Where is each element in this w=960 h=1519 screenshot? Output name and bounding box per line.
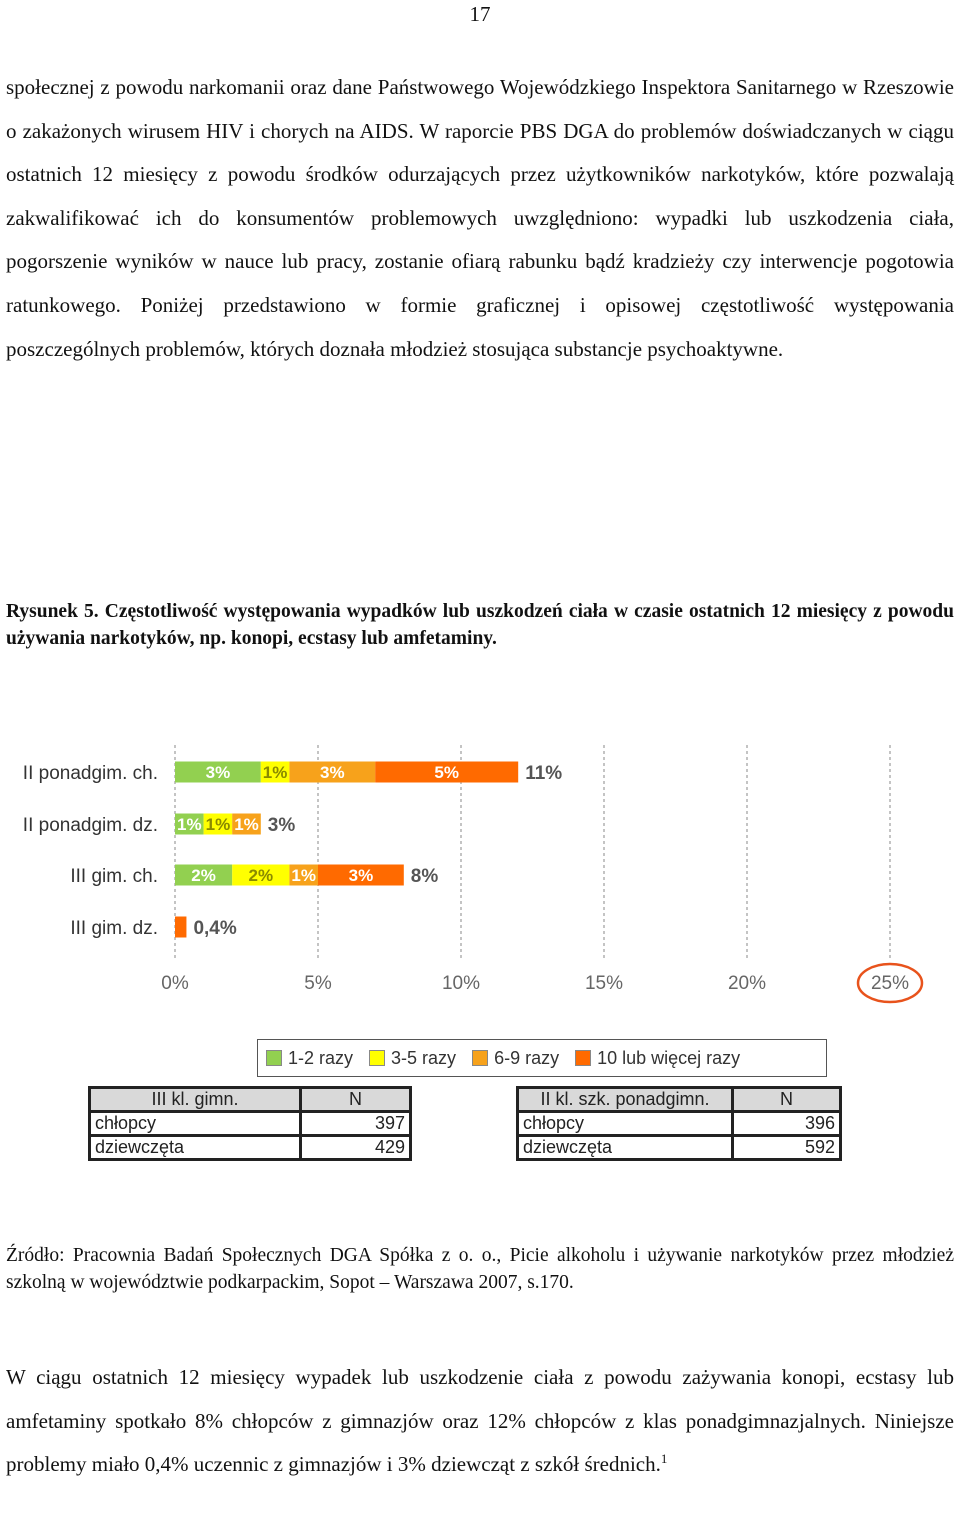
legend-item	[575, 1048, 740, 1069]
table-header-row	[519, 1089, 839, 1110]
segment-label: 5%	[434, 763, 459, 782]
x-tick-label: 20%	[727, 973, 767, 994]
x-tick-label: 5%	[304, 973, 332, 994]
segment-label: 3%	[205, 763, 231, 782]
table-row	[91, 1113, 409, 1134]
legend-label: 1-2 razy	[288, 1047, 354, 1068]
body-paragraph-2	[6, 1356, 954, 1487]
legend-item	[266, 1048, 353, 1069]
footnote-reference: 1	[660, 1451, 668, 1467]
category-label: II ponadgim. dz.	[22, 815, 158, 836]
segment-label: 1%	[262, 763, 288, 782]
segment-label: 1%	[205, 815, 231, 834]
legend-label: 10 lub więcej razy	[597, 1047, 741, 1068]
table-header-cell: N	[302, 1089, 409, 1110]
table-cell: 396	[734, 1113, 839, 1134]
table-cell: chłopcy	[91, 1113, 299, 1134]
legend-label: 6-9 razy	[494, 1047, 560, 1068]
figure-caption: Rysunek 5. Częstotliwość występowania wypadków lub uszkodzeń ciała w czasie ostatnich 12 miesięcy z powodu używania narkotyków, np. konopi, ecstasy lub amfetaminy.	[6, 601, 954, 649]
x-tick-label: 0%	[161, 973, 189, 994]
table-row	[519, 1137, 839, 1158]
category-label: III gim. ch.	[70, 866, 158, 887]
legend-label: 3-5 razy	[391, 1047, 457, 1068]
legend-item	[369, 1048, 456, 1069]
table-header-cell: III kl. gimn.	[91, 1089, 299, 1110]
stacked-bar-chart	[0, 735, 960, 1015]
bar-segment	[175, 917, 186, 938]
total-label: 8%	[410, 866, 439, 887]
table-header-row	[91, 1089, 409, 1110]
chart-legend	[257, 1039, 827, 1077]
sample-size-table-gimnazjum	[88, 1086, 412, 1161]
x-tick-label: 25%	[870, 973, 910, 994]
legend-swatch	[472, 1050, 488, 1066]
table-cell: 429	[302, 1137, 409, 1158]
legend-swatch	[369, 1050, 385, 1066]
table-cell: 397	[302, 1113, 409, 1134]
legend-item	[472, 1048, 559, 1069]
table-row	[91, 1137, 409, 1158]
category-label: II ponadgim. ch.	[22, 763, 158, 784]
x-tick-label: 15%	[584, 973, 624, 994]
table-cell: dziewczęta	[91, 1137, 299, 1158]
body-paragraph-1: społecznej z powodu narkomanii oraz dane Państwowego Wojewódzkiego Inspektora Sanitarnego w Rzeszowie o zakażonych wirusem HIV i chorych na AIDS. W raporcie PBS DGA do problemów doświadczanych w ciągu ostatnich 12 miesięcy z powodu środków odurzających przez użytkowników narkotyków, które pozwalają zakwalifikować ich do konsumentów problemowych uwzględniono: wypadki lub uszkodzenia ciała, pogorszenie wyników w nauce lub pracy, zostanie ofiarą rabunku bądź kradzieży czy interwencje pogotowia ratunkowego. Poniżej przedstawiono w formie graficznej i opisowej częstotliwość występowania poszczególnych problemów, których doznała młodzież stosująca substancje psychoaktywne.	[6, 75, 954, 361]
total-label: 0,4%	[193, 918, 237, 939]
segment-label: 1%	[177, 815, 202, 834]
body-paragraph-2-text: W ciągu ostatnich 12 miesięcy wypadek lub uszkodzenie ciała z powodu zażywania konopi, ecstasy lub amfetaminy spotkało 8% chłopców z gimnazjów oraz 12% chłopców z klas ponadgimnazjalnych. Niniejsze problemy miało 0,4% uczennic z gimnazjów i 3% dziewcząt z szkół średnich.	[6, 1365, 954, 1477]
segment-label: 2%	[191, 866, 216, 885]
legend-swatch	[266, 1050, 282, 1066]
page-number: 17	[469, 2, 491, 26]
table-header-cell: II kl. szk. ponadgimn.	[519, 1089, 731, 1110]
segment-label: 1%	[291, 866, 316, 885]
chart-svg	[0, 735, 960, 1015]
segment-label: 3%	[348, 866, 374, 885]
x-tick-label: 10%	[441, 973, 481, 994]
table-header-cell: N	[734, 1089, 839, 1110]
sample-size-table-ponadgimnazjum	[516, 1086, 842, 1161]
total-label: 3%	[267, 815, 296, 836]
table-cell: dziewczęta	[519, 1137, 731, 1158]
segment-label: 2%	[248, 866, 274, 885]
source-note: Źródło: Pracownia Badań Społecznych DGA Spółka z o. o., Picie alkoholu i używanie narkotyków przez młodzież szkolną w województwie podkarpackim, Sopot – Warszawa 2007, s.170.	[6, 1245, 954, 1293]
category-label: III gim. dz.	[70, 918, 158, 939]
table-cell: 592	[734, 1137, 839, 1158]
total-label: 11%	[525, 763, 563, 784]
segment-label: 3%	[320, 763, 345, 782]
table-cell: chłopcy	[519, 1113, 731, 1134]
table-row	[519, 1113, 839, 1134]
legend-swatch	[575, 1050, 591, 1066]
segment-label: 1%	[234, 815, 259, 834]
